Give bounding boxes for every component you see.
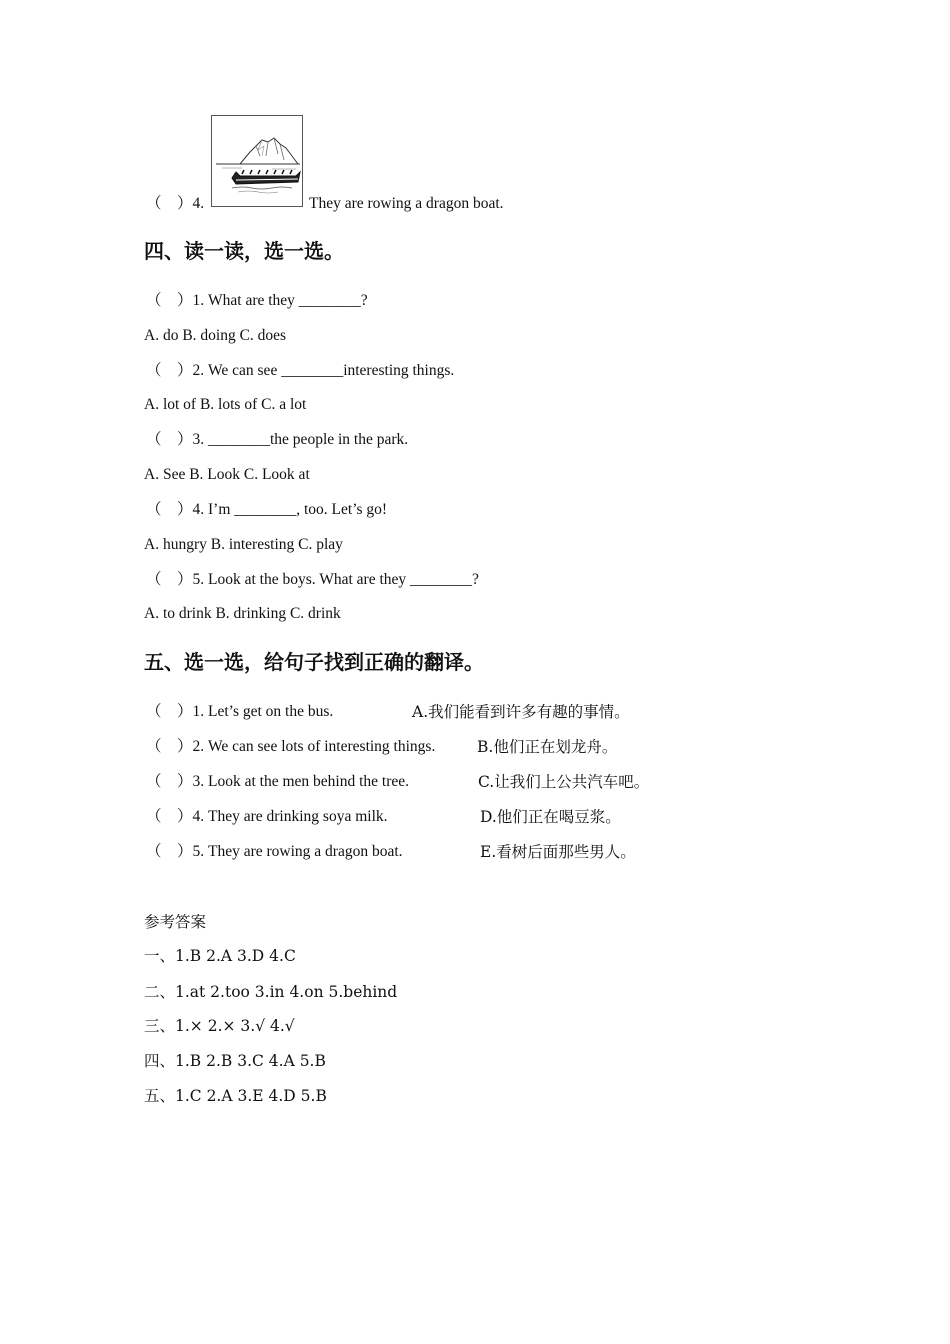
section3-item4: [146, 194, 204, 214]
section5-translation-a: A.我们能看到许多有趣的事情。: [412, 703, 630, 721]
answers-title: 参考答案: [144, 913, 207, 931]
section4-question-5: （ ）5. Look at the boys. What are they ________?: [146, 571, 479, 588]
answer-paren[interactable]: （ ）: [146, 195, 193, 212]
answers-line-1: 一、1.B 2.A 3.D 4.C: [144, 947, 296, 965]
section4-options-2: A. lot of B. lots of C. a lot: [144, 396, 307, 413]
section4-options-4: A. hungry B. interesting C. play: [144, 536, 343, 553]
section4-options-3: A. See B. Look C. Look at: [144, 466, 310, 483]
section5-question-4: （ ）4. They are drinking soya milk.: [146, 808, 388, 825]
answers-line-5: 五、1.C 2.A 3.E 4.D 5.B: [144, 1087, 327, 1105]
answers-line-4: 四、1.B 2.B 3.C 4.A 5.B: [144, 1052, 326, 1070]
section5-question-2: （ ）2. We can see lots of interesting things.: [146, 738, 436, 755]
section4-options-1: A. do B. doing C. does: [144, 327, 287, 344]
section4-question-4: （ ）4. I’m ________, too. Let’s go!: [146, 501, 388, 518]
section5-translation-c: C.让我们上公共汽车吧。: [478, 773, 650, 791]
dragon-boat-picture: [211, 115, 303, 207]
section4-title: 四、读一读，选一选。: [144, 239, 344, 263]
section4-options-5: A. to drink B. drinking C. drink: [144, 605, 341, 622]
section5-question-5: （ ）5. They are rowing a dragon boat.: [146, 843, 403, 860]
section3-item4-text: They are rowing a dragon boat.: [309, 195, 504, 212]
answers-line-2: 二、1.at 2.too 3.in 4.on 5.behind: [144, 983, 398, 1001]
dragon-boat-icon: [212, 116, 302, 206]
section5-translation-e: E.看树后面那些男人。: [480, 843, 636, 861]
section4-question-2: （ ）2. We can see ________interesting things.: [146, 362, 455, 379]
item-number: 4.: [192, 195, 205, 212]
section5-question-1: （ ）1. Let’s get on the bus.: [146, 703, 334, 720]
section4-question-1: （ ）1. What are they ________?: [146, 292, 368, 309]
section5-translation-b: B.他们正在划龙舟。: [477, 738, 618, 756]
answers-line-3: 三、1.× 2.× 3.√ 4.√: [144, 1017, 295, 1035]
section4-question-3: （ ）3. ________the people in the park.: [146, 431, 409, 448]
section5-translation-d: D.他们正在喝豆浆。: [480, 808, 621, 826]
section5-title: 五、选一选，给句子找到正确的翻译。: [144, 650, 484, 674]
section5-question-3: （ ）3. Look at the men behind the tree.: [146, 773, 410, 790]
